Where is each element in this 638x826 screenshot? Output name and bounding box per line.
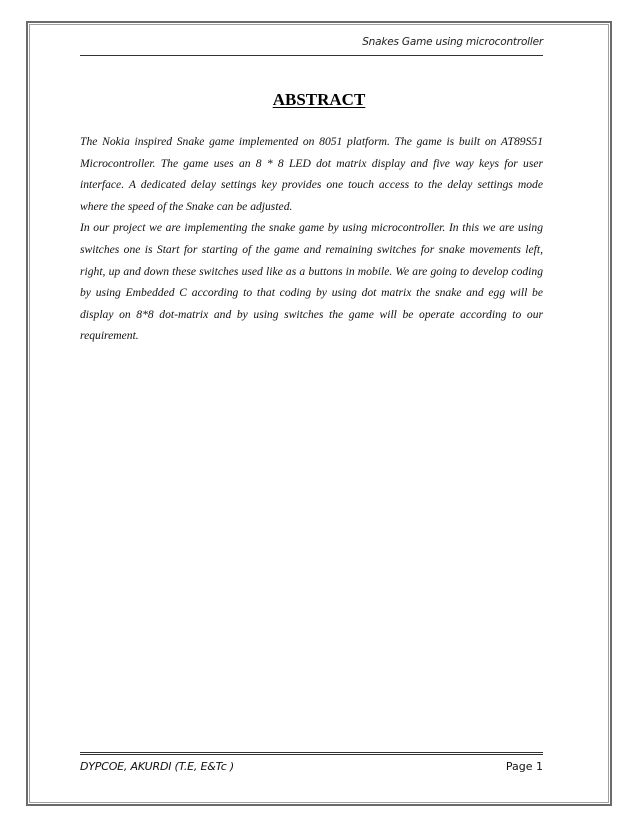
abstract-title: ABSTRACT [272,90,366,109]
abstract-body [80,131,543,347]
page-number: Page 1 [505,760,543,773]
abstract-title-container [0,90,638,110]
abstract-paragraph-2: In our project we are implementing the snake game by using microcontroller. In this we are using switches one is Start for starting of the game and remaining switches for snake movements left, right, up and down these switches used like as a buttons in mobile. We are going to develop coding by using Embedded C according to that coding by using dot matrix the snake and egg will be display on 8*8 dot-matrix and by using switches the game will be operate according to our requirement. [80,221,543,343]
header-rule [80,55,543,56]
footer-rule [80,752,543,755]
running-header: Snakes Game using microcontroller [362,36,543,48]
footer-institution: DYPCOE, AKURDI (T.E, E&Tc ) [80,760,235,773]
abstract-paragraph-1: The Nokia inspired Snake game implemented on 8051 platform. The game is built on AT89S51 Microcontroller. The game uses an 8 * 8 LED dot matrix display and five way keys for user interface. A dedicated delay settings key provides one touch access to the delay settings mode where the speed of the Snake can be adjusted. [80,135,543,213]
